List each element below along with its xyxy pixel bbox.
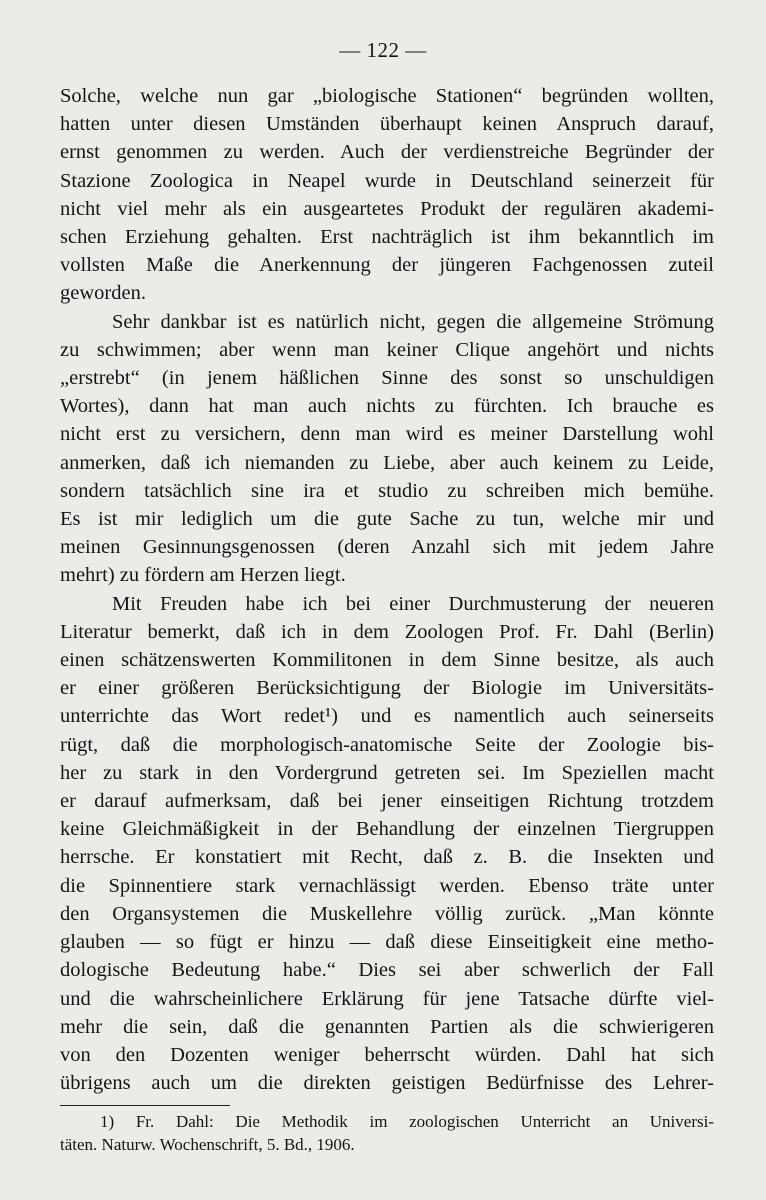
text-line: anmerken, daß ich niemanden zu Liebe, aber auch keinem zu Leide, [60,451,714,474]
text-line: hatten unter diesen Umständen überhaupt keinen Anspruch darauf, [60,113,714,136]
text-line: rügt, daß die morphologisch-anatomische Seite der Zoologie bis- [60,733,714,756]
text-line: nicht erst zu versichern, denn man wird es meiner Darstellung wohl [60,423,714,446]
text-line: Stazione Zoologica in Neapel wurde in Deutschland seinerzeit für [60,169,714,192]
text-line: übrigens auch um die direkten geistigen Bedürfnisse des Lehrer- [60,1072,714,1095]
text-line: glauben — so fügt er hinzu — daß diese Einseitigkeit eine metho- [60,931,714,954]
text-line: einen schätzenswerten Kommilitonen in dem Sinne besitze, als auch [60,649,714,672]
footnote [60,1110,714,1156]
text-line: meinen Gesinnungsgenossen (deren Anzahl sich mit jedem Jahre [60,536,714,559]
text-line: geworden. [60,282,146,305]
text-line: sondern tatsächlich sine ira et studio zu schreiben mich bemühe. [60,479,714,502]
text-line: vollsten Maße die Anerkennung der jüngeren Fachgenossen zuteil [60,254,714,277]
text-line: mehr die sein, daß die genannten Partien als die schwierigeren [60,1015,714,1038]
footnote-divider [60,1105,230,1106]
paragraph-1 [60,82,714,308]
text-line: er darauf aufmerksam, daß bei jener einseitigen Richtung trotzdem [60,790,714,813]
paragraph-3 [60,590,714,1098]
text-line: er einer größeren Berücksichtigung der Biologie im Universitäts- [60,677,714,700]
text-line: herrsche. Er konstatiert mit Recht, daß z. B. die Insekten und [60,846,714,869]
text-line: Wortes), dann hat man auch nichts zu fürchten. Ich brauche es [60,395,714,418]
page-number: — 122 — [339,38,427,62]
text-line: Mit Freuden habe ich bei einer Durchmusterung der neueren [112,592,714,615]
text-line: schen Erziehung gehalten. Erst nachträglich ist ihm bekanntlich im [60,226,714,249]
footnote-line: täten. Naturw. Wochenschrift, 5. Bd., 1906. [60,1135,355,1154]
text-line: den Organsystemen die Muskellehre völlig zurück. „Man könnte [60,902,714,925]
text-line: mehrt) zu fördern am Herzen liegt. [60,564,346,587]
text-line: her zu stark in den Vordergrund getreten sei. Im Speziellen macht [60,761,714,784]
paragraph-2 [60,308,714,590]
text-line: die Spinnentiere stark vernachlässigt werden. Ebenso träte unter [60,874,714,897]
text-line: ernst genommen zu werden. Auch der verdienstreiche Begründer der [60,141,714,164]
text-line: Literatur bemerkt, daß ich in dem Zoologen Prof. Fr. Dahl (Berlin) [60,620,714,643]
text-line: Solche, welche nun gar „biologische Stationen“ begründen wollten, [60,85,714,107]
text-line: Es ist mir lediglich um die gute Sache zu tun, welche mir und [60,508,714,531]
text-line: „erstrebt“ (in jenem häßlichen Sinne des sonst so unschuldigen [60,367,714,390]
text-line: keine Gleichmäßigkeit in der Behandlung der einzelnen Tiergruppen [60,818,714,841]
text-line: Sehr dankbar ist es natürlich nicht, gegen die allgemeine Strömung [112,310,714,333]
text-line: dologische Bedeutung habe.“ Dies sei aber schwerlich der Fall [60,959,714,982]
text-line: von den Dozenten weniger beherrscht würden. Dahl hat sich [60,1043,714,1066]
footnote-line: 1) Fr. Dahl: Die Methodik im zoologischen Unterricht an Universi- [100,1112,714,1131]
body-text [60,82,714,1097]
text-line: und die wahrscheinlichere Erklärung für jene Tatsache dürfte viel- [60,987,714,1010]
text-line: nicht viel mehr als ein ausgeartetes Produkt der regulären akademi- [60,197,714,220]
text-line: unterrichte das Wort redet¹) und es namentlich auch seinerseits [60,705,714,728]
text-line: zu schwimmen; aber wenn man keiner Clique angehört und nichts [60,338,714,361]
